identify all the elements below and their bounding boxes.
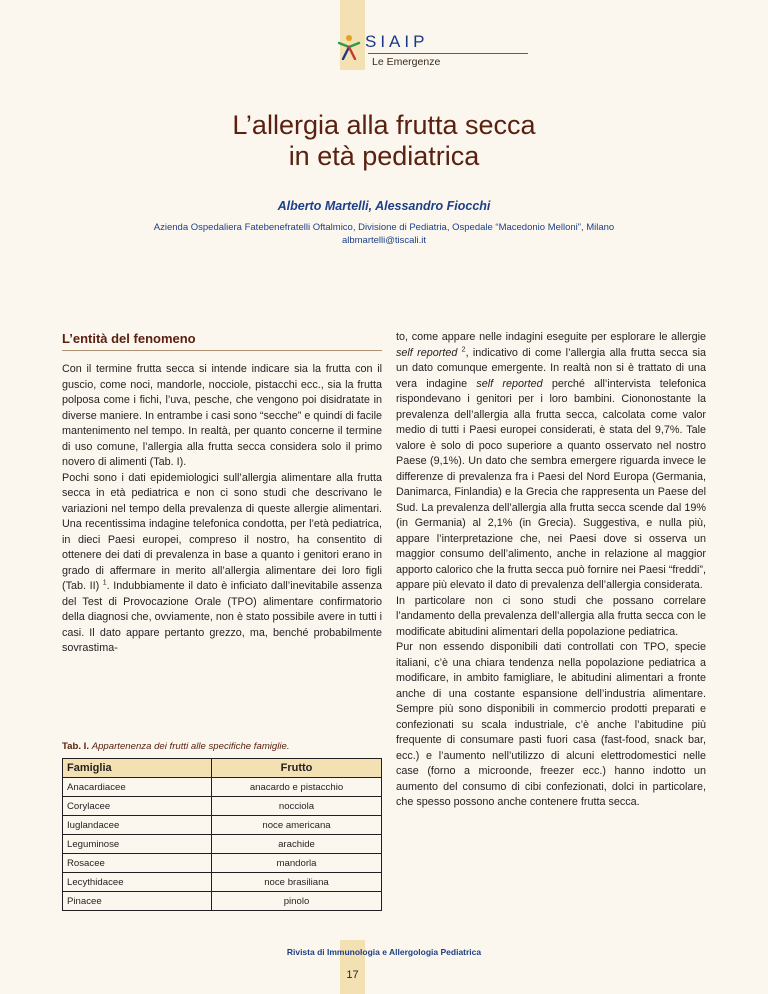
journal-name: Rivista di Immunologia e Allergologia Pediatrica <box>286 947 482 957</box>
reference-marker: 1 <box>102 579 107 587</box>
table-row <box>63 835 382 854</box>
title-line-2: in età pediatrica <box>288 141 480 171</box>
table-cell: Rosacee <box>63 854 212 873</box>
table-cell: anacardo e pistacchio <box>212 778 382 797</box>
table-cell: Pinacee <box>63 892 212 911</box>
article-title <box>0 110 768 172</box>
table-cell: noce brasiliana <box>212 873 382 892</box>
table-row <box>63 778 382 797</box>
table-cell: noce americana <box>212 816 382 835</box>
siaip-logo-text: SIAIP <box>365 32 429 51</box>
column-header: Frutto <box>212 759 382 778</box>
page-number: 17 <box>346 969 359 981</box>
paragraph: to, come appare nelle indagini eseguite per esplorare le allergie self reported $^2$, indicativo di come l’allergia alla frutta secca sia un dato comunque emergente. In realtà non si è trattato di una vera indagine self reported perché all’intervista telefonica rispondevano i genitori per i loro bambini. Ciononostante la prevalenza dell’allergia alla frutta secca, calcolata come valor medio di tutti i Paesi europei considerati, è stata del 9,7%. Tale valore è solo di poco superiore a quanto osservato nel nostro Paese (9,1%). Un dato che sembra emergere riguarda invece le differenze di prevalenza fra i Paesi del Nord Europa (Germania, Danimarca, Finlandia) e la Grecia che rappresenta un Paese del Sud. La prevalenza dell’allergia alla frutta secca scende dal 19% (in Germania) al 2,1% (in Grecia). Suggestiva, e nulla più, appare l’interpretazione che, nei Paesi dove si osserva un maggior consumo dell’alimento, anche in relazione al maggior apporto calorico che la frutta secca può fornire nei Paesi “freddi”, appare più elevato il dato di prevalenza dell’allergia considerata. <box>396 331 707 591</box>
header-rule <box>368 53 528 54</box>
table-cell: Iuglandacee <box>63 816 212 835</box>
table-row <box>63 854 382 873</box>
table-cell: mandorla <box>212 854 382 873</box>
siaip-logo-icon <box>337 34 361 60</box>
table-row <box>63 873 382 892</box>
reference-marker: 2 <box>461 345 466 353</box>
table-row <box>63 797 382 816</box>
affiliation-block <box>60 221 708 247</box>
section-rule <box>62 350 382 351</box>
families-table <box>62 758 382 911</box>
table-cell: arachide <box>212 835 382 854</box>
table-header-row <box>63 759 382 778</box>
table-caption: Tab. I. Appartenenza dei frutti alle specifiche famiglie. <box>62 741 290 752</box>
table-row <box>63 892 382 911</box>
table-cell: pinolo <box>212 892 382 911</box>
right-column <box>396 330 706 811</box>
paragraph: In particolare non ci sono studi che possano correlare l’andamento della prevalenza dell’allergia alla frutta secca con le modificate abitudini alimentari della popolazione pediatrica. <box>396 594 706 638</box>
section-heading: L’entità del fenomeno <box>62 331 196 346</box>
table-cell: Anacardiacee <box>63 778 212 797</box>
title-line-1: L’allergia alla frutta secca <box>232 110 536 140</box>
paragraph: Con il termine frutta secca si intende indicare sia la frutta con il guscio, come noci, mandorle, nocciole, pistacchi ecc., sia la frutta polposa come i fichi, l’uva, pesche, che vengono poi disidratate in diverse maniere. In entrambe i casi sono “secche” e quindi di facile mantenimento nel tempo. In realtà, per quanto concerne il termine di uso comune, l’allergia alla frutta secca considera solo il primo novero di alimenti (Tab. I). <box>62 363 382 468</box>
paragraph: Pur non essendo disponibili dati controllati con TPO, specie italiani, c’è una chiara tendenza nella popolazione pediatrica a modificare, in ambito famigliare, le abitudini alimentari a fronte anche di una costante espansione dell’industria alimentare. Sempre più sono disponibili in commercio prodotti preparati e confezionati su scala industriale, c’è anche l’abitudine più frequente di consumare pasti fuori casa (fast-food, snack bar, ecc.) e l’aumento nell’utilizzo di alcuni elettrodomestici nelle case (forno a microonde, freezer ecc.) hanno indotto un aumento del consumo di cibi confezionati, dolci in particolare, che spesso possono anche contenere frutta secca. <box>396 641 706 808</box>
left-column <box>62 362 382 657</box>
paragraph: Pochi sono i dati epidemiologici sull’allergia alimentare alla frutta secca in età pediatrica e non ci sono studi che descrivano le variazioni nel tempo della prevalenza di queste allergie alimentari. Una recentissima indagine telefonica condotta, per l’età pediatrica, in dieci Paesi europei, compreso il nostro, ha consentito di ottenere dei dati di prevalenza in base a quanto i genitori erano in grado di affermare in merito all’allergia alimentare dei loro figli (Tab. II) $^1$. Indubbiamente il dato è inficiato dall’inevitabile assenza del Test di Provocazione Orale (TPO) alimentare confirmatorio della diagnosi che, ovviamente, non è stato possibile avere in tutti i casi. Il dato appare pertanto grezzo, ma, benché probabilmente sovrastima- <box>62 471 382 654</box>
table-cell: Lecythidacee <box>63 873 212 892</box>
author-email[interactable]: albmartelli@tiscali.it <box>341 235 427 246</box>
affiliation: Azienda Ospedaliera Fatebenefratelli Oftalmico, Divisione di Pediatria, Ospedale “Macedonio Melloni”, Milano <box>153 222 615 233</box>
table-cell: Leguminose <box>63 835 212 854</box>
column-header: Famiglia <box>63 759 212 778</box>
authors: Alberto Martelli, Alessandro Fiocchi <box>277 199 491 213</box>
section-label: Le Emergenze <box>372 56 441 68</box>
table-row <box>63 816 382 835</box>
table-cell: nocciola <box>212 797 382 816</box>
table-cell: Corylacee <box>63 797 212 816</box>
